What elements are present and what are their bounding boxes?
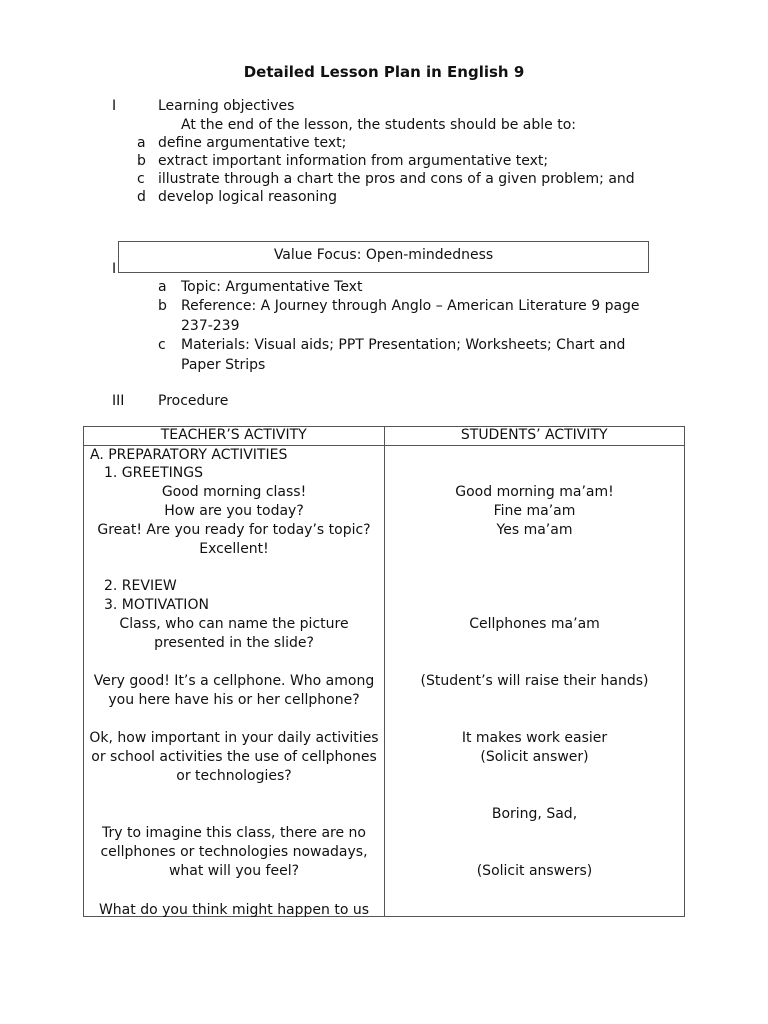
student-line: Fine ma’am (493, 503, 576, 519)
page-title: Detailed Lesson Plan in English 9 (243, 63, 525, 81)
student-line: Good morning ma’am! (455, 484, 614, 500)
students-activity-cell (384, 446, 685, 917)
teacher-line: Good morning class! (161, 484, 307, 500)
content-reference-cont: 237-239 (181, 318, 240, 334)
teacher-line: Try to imagine this class, there are no (102, 825, 366, 841)
teacher-line: what will you feel? (168, 863, 300, 879)
section-3-numeral: III (112, 393, 125, 409)
student-line: Boring, Sad, (491, 806, 578, 822)
value-focus-box (118, 241, 649, 273)
teacher-line: What do you think might happen to us (98, 902, 370, 918)
objective-text: develop logical reasoning (158, 189, 338, 205)
greetings-heading: 1. GREETINGS (104, 465, 203, 481)
student-line: It makes work easier (461, 730, 608, 746)
content-letter: a (158, 279, 167, 295)
value-focus-text: Value Focus: Open-mindedness (273, 247, 494, 263)
content-reference: Reference: A Journey through Anglo – American Literature 9 page (181, 298, 640, 314)
section-1-numeral: I (112, 98, 117, 114)
teacher-line: Great! Are you ready for today’s topic? (97, 522, 371, 538)
teacher-line: Class, who can name the picture (119, 616, 349, 632)
objectives-intro: At the end of the lesson, the students should be able to: (181, 117, 576, 133)
objective-text: extract important information from argumentative text; (158, 153, 549, 169)
teacher-line: Ok, how important in your daily activities (89, 730, 379, 746)
teacher-line: Very good! It’s a cellphone. Who among (93, 673, 375, 689)
section-1-heading: Learning objectives (158, 98, 295, 114)
teacher-line: cellphones or technologies nowadays, (100, 844, 368, 860)
objective-letter: b (137, 153, 146, 169)
student-line: (Solicit answers) (476, 863, 593, 879)
content-letter: b (158, 298, 167, 314)
section-3-heading: Procedure (158, 393, 229, 409)
objective-text: illustrate through a chart the pros and cons of a given problem; and (158, 171, 635, 187)
content-materials-cont: Paper Strips (181, 357, 266, 373)
content-materials: Materials: Visual aids; PPT Presentation; Worksheets; Chart and (181, 337, 626, 353)
student-line: (Student’s will raise their hands) (420, 673, 649, 689)
section-2-numeral: I (112, 261, 117, 277)
objective-letter: c (137, 171, 145, 187)
teacher-line: Excellent! (199, 541, 269, 557)
teacher-line: presented in the slide? (154, 635, 314, 651)
student-line: (Solicit answer) (480, 749, 589, 765)
student-line: Yes ma’am (496, 522, 573, 538)
content-topic: Topic: Argumentative Text (181, 279, 363, 295)
students-activity-header: STUDENTS’ ACTIVITY (384, 427, 685, 446)
content-letter: c (158, 337, 166, 353)
teacher-activity-cell (84, 446, 385, 917)
teacher-line: or technologies? (176, 768, 292, 784)
review-heading: 2. REVIEW (104, 578, 177, 594)
teacher-line: or school activities the use of cellphones (91, 749, 377, 765)
procedure-table (83, 426, 685, 917)
student-line: Cellphones ma’am (469, 616, 600, 632)
objective-letter: d (137, 189, 146, 205)
motivation-heading: 3. MOTIVATION (104, 597, 209, 613)
teacher-line: you here have his or her cellphone? (108, 692, 360, 708)
objective-letter: a (137, 135, 146, 151)
teacher-line: How are you today? (164, 503, 304, 519)
teacher-activity-header: TEACHER’S ACTIVITY (84, 427, 385, 446)
preparatory-heading: A. PREPARATORY ACTIVITIES (90, 447, 288, 463)
objective-text: define argumentative text; (158, 135, 347, 151)
